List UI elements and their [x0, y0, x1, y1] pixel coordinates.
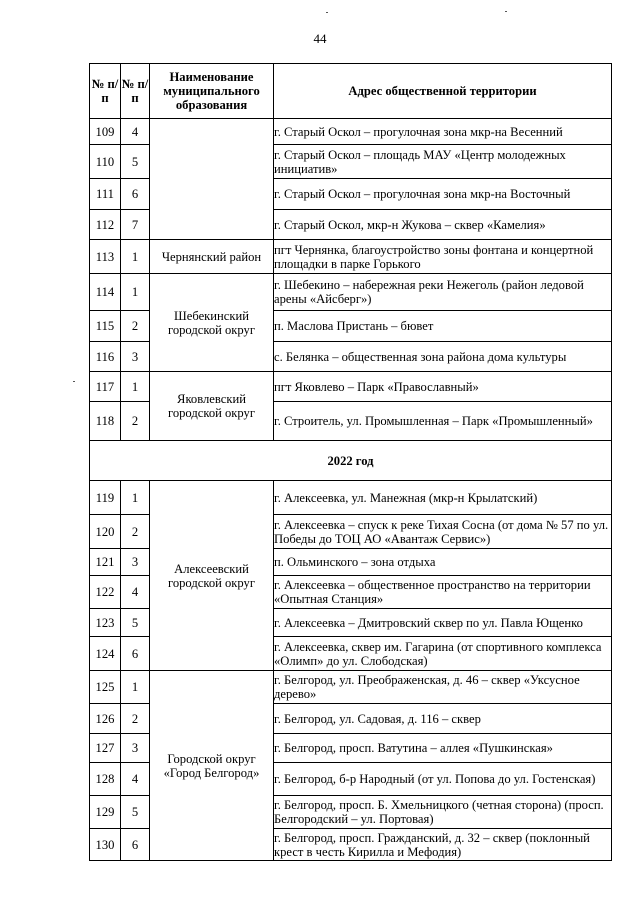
year-heading-row — [90, 441, 612, 481]
row-address: г. Белгород, просп. Б. Хмельницкого (четная сторона) (просп. Белгородский – ул. Портовая) — [274, 796, 612, 829]
table-row — [90, 481, 612, 515]
row-address: п. Маслова Пристань – бювет — [274, 311, 612, 342]
row-address: г. Старый Оскол – площадь МАУ «Центр молодежных инициатив» — [274, 145, 612, 179]
row-number: 116 — [90, 342, 121, 372]
row-sub-number: 2 — [121, 704, 150, 734]
table-row — [90, 119, 612, 145]
row-number: 127 — [90, 734, 121, 763]
row-address: г. Старый Оскол – прогулочная зона мкр-на Восточный — [274, 179, 612, 210]
row-sub-number: 6 — [121, 829, 150, 861]
row-number: 120 — [90, 515, 121, 549]
row-address: г. Белгород, просп. Гражданский, д. 32 – сквер (поклонный крест в честь Кирилла и Мефодия) — [274, 829, 612, 861]
row-sub-number: 1 — [121, 274, 150, 311]
row-address: г. Старый Оскол, мкр-н Жукова – сквер «Камелия» — [274, 210, 612, 240]
row-sub-number: 3 — [121, 734, 150, 763]
municipality-name: Яковлевский городской округ — [150, 372, 274, 441]
row-address: г. Старый Оскол – прогулочная зона мкр-на Весенний — [274, 119, 612, 145]
territories-table — [89, 63, 612, 861]
table-header-row — [90, 64, 612, 119]
row-number: 128 — [90, 763, 121, 796]
row-number: 125 — [90, 671, 121, 704]
row-address: г. Строитель, ул. Промышленная – Парк «Промышленный» — [274, 402, 612, 441]
row-number: 129 — [90, 796, 121, 829]
row-address: г. Белгород, ул. Садовая, д. 116 – сквер — [274, 704, 612, 734]
row-sub-number: 1 — [121, 240, 150, 274]
row-address: г. Алексеевка, ул. Манежная (мкр-н Крылатский) — [274, 481, 612, 515]
header-col-municipality: Наименование муниципального образования — [150, 64, 274, 119]
row-number: 124 — [90, 637, 121, 671]
row-address: г. Алексеевка – спуск к реке Тихая Сосна (от дома № 57 по ул. Победы до ТОЦ АО «Авантаж Сервис») — [274, 515, 612, 549]
row-address: г. Белгород, просп. Ватутина – аллея «Пушкинская» — [274, 734, 612, 763]
municipality-name: Чернянский район — [150, 240, 274, 274]
row-sub-number: 5 — [121, 145, 150, 179]
row-number: 123 — [90, 609, 121, 637]
row-address: с. Белянка – общественная зона района дома культуры — [274, 342, 612, 372]
row-sub-number: 6 — [121, 179, 150, 210]
row-number: 114 — [90, 274, 121, 311]
row-number: 111 — [90, 179, 121, 210]
row-sub-number: 1 — [121, 372, 150, 402]
table-row — [90, 372, 612, 402]
row-number: 109 — [90, 119, 121, 145]
row-sub-number: 4 — [121, 763, 150, 796]
row-sub-number: 2 — [121, 311, 150, 342]
table-row — [90, 274, 612, 311]
row-sub-number: 3 — [121, 342, 150, 372]
row-sub-number: 5 — [121, 609, 150, 637]
row-number: 112 — [90, 210, 121, 240]
year-heading: 2022 год — [90, 441, 612, 481]
scan-speck — [326, 12, 328, 13]
row-number: 113 — [90, 240, 121, 274]
row-sub-number: 3 — [121, 549, 150, 576]
header-col-number: № п/п — [90, 64, 121, 119]
row-number: 130 — [90, 829, 121, 861]
row-sub-number: 2 — [121, 402, 150, 441]
row-sub-number: 2 — [121, 515, 150, 549]
row-number: 110 — [90, 145, 121, 179]
row-number: 122 — [90, 576, 121, 609]
header-col-address: Адрес общественной территории — [274, 64, 612, 119]
row-address: пгт Яковлево – Парк «Православный» — [274, 372, 612, 402]
row-sub-number: 1 — [121, 671, 150, 704]
row-sub-number: 6 — [121, 637, 150, 671]
scan-speck — [505, 11, 507, 12]
row-number: 126 — [90, 704, 121, 734]
row-number: 117 — [90, 372, 121, 402]
row-number: 118 — [90, 402, 121, 441]
row-sub-number: 4 — [121, 119, 150, 145]
row-address: пгт Чернянка, благоустройство зоны фонтана и концертной площадки в парке Горького — [274, 240, 612, 274]
row-sub-number: 4 — [121, 576, 150, 609]
municipality-name: Шебекинский городской округ — [150, 274, 274, 372]
row-number: 115 — [90, 311, 121, 342]
row-address: г. Алексеевка, сквер им. Гагарина (от спортивного комплекса «Олимп» до ул. Слободская) — [274, 637, 612, 671]
table-row — [90, 240, 612, 274]
row-address: г. Белгород, ул. Преображенская, д. 46 – сквер «Уксусное дерево» — [274, 671, 612, 704]
municipality-cell-empty — [150, 119, 274, 240]
municipality-name: Алексеевский городской округ — [150, 481, 274, 671]
table-row — [90, 671, 612, 704]
row-number: 121 — [90, 549, 121, 576]
row-number: 119 — [90, 481, 121, 515]
row-address: г. Шебекино – набережная реки Нежеголь (район ледовой арены «Айсберг») — [274, 274, 612, 311]
header-col-sub-number: № п/п — [121, 64, 150, 119]
scan-speck — [73, 381, 75, 382]
row-sub-number: 5 — [121, 796, 150, 829]
row-address: г. Алексеевка – Дмитровский сквер по ул. Павла Ющенко — [274, 609, 612, 637]
page-number: 44 — [313, 31, 327, 46]
row-address: п. Ольминского – зона отдыха — [274, 549, 612, 576]
row-sub-number: 1 — [121, 481, 150, 515]
row-address: г. Белгород, б-р Народный (от ул. Попова до ул. Гостенская) — [274, 763, 612, 796]
row-address: г. Алексеевка – общественное пространство на территории «Опытная Станция» — [274, 576, 612, 609]
municipality-name: Городской округ «Город Белгород» — [150, 671, 274, 861]
row-sub-number: 7 — [121, 210, 150, 240]
